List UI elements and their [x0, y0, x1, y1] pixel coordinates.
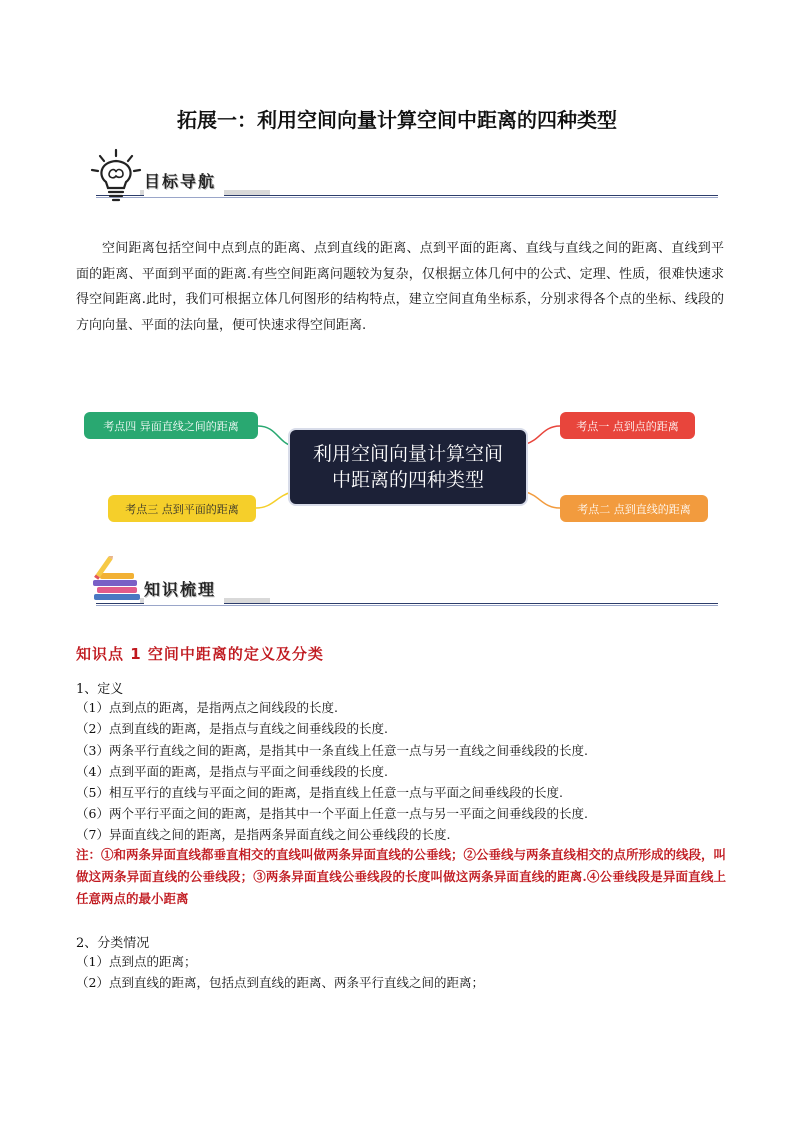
note-paragraph: 注：①和两条异面直线都垂直相交的直线叫做两条异面直线的公垂线；②公垂线与两条直线相交的点所形成的线段，叫做这两条异面直线的公垂线段；③两条异面直线公垂线段的长度叫做这两条异面直线的距离.④公垂线段是异面直线上任意两点的最小距离: [76, 847, 727, 906]
connector-node4: [258, 426, 292, 446]
document-title: 拓展一：利用空间向量计算空间中距离的四种类型: [177, 108, 617, 132]
mindmap-center-line2: 中距离的四种类型: [331, 469, 484, 491]
classification-heading: 2、分类情况: [76, 936, 150, 951]
connector-node1: [526, 426, 560, 444]
section-label-goals: 目标导航: [144, 166, 224, 196]
definition-item: （6）两个平行平面之间的距离，是指其中一个平面上任意一点与另一平面之间垂线段的长度.: [76, 806, 588, 821]
mindmap-node-4: 考点四 异面直线之间的距离: [84, 412, 258, 439]
mindmap-center-line1: 利用空间向量计算空间: [312, 443, 503, 465]
definition-item: （4）点到平面的距离，是指点与平面之间垂线段的长度.: [76, 764, 388, 779]
definition-item: （7）异面直线之间的距离，是指两条异面直线之间公垂线段的长度.: [76, 827, 451, 842]
section-header-knowledge: [88, 556, 718, 616]
section-label-knowledge: 知识梳理: [144, 574, 224, 604]
connector-node3: [256, 492, 292, 508]
mindmap-node-1: 考点一 点到点的距离: [560, 412, 695, 439]
definition-item: （2）点到直线的距离，是指点与直线之间垂线段的长度.: [76, 721, 388, 736]
intro-paragraph: 空间距离包括空间中点到点的距离、点到直线的距离、点到平面的距离、直线与直线之间的距离、直线到平面的距离、平面到平面的距离.有些空间距离问题较为复杂，仅根据立体几何中的公式、定理、性质，很难快速求得空间距离.此时，我们可根据立体几何图形的结构特点，建立空间直角坐标系，分别求得各个点的坐标、线段的方向向量、平面的法向量，便可快速求得空间距离.: [76, 241, 724, 333]
classification-item: （1）点到点的距离；: [76, 954, 197, 969]
connector-node2: [526, 492, 560, 508]
mindmap-node-2: 考点二 点到直线的距离: [560, 495, 708, 522]
knowledge-point-title: 知识点 1 空间中距离的定义及分类: [76, 645, 324, 663]
definition-item: （1）点到点的距离，是指两点之间线段的长度.: [76, 700, 338, 715]
mindmap-center: [290, 430, 526, 504]
books-pencil-icon: [88, 556, 146, 612]
definition-heading: 1、定义: [76, 682, 124, 697]
definition-item: （5）相互平行的直线与平面之间的距离，是指直线上任意一点与平面之间垂线段的长度.: [76, 785, 563, 800]
mindmap-node-3: 考点三 点到平面的距离: [108, 495, 256, 522]
definition-item: （3）两条平行直线之间的距离，是指其中一条直线上任意一点与另一直线之间垂线段的长度.: [76, 743, 588, 758]
classification-item: （2）点到直线的距离，包括点到直线的距离、两条平行直线之间的距离；: [76, 975, 484, 990]
